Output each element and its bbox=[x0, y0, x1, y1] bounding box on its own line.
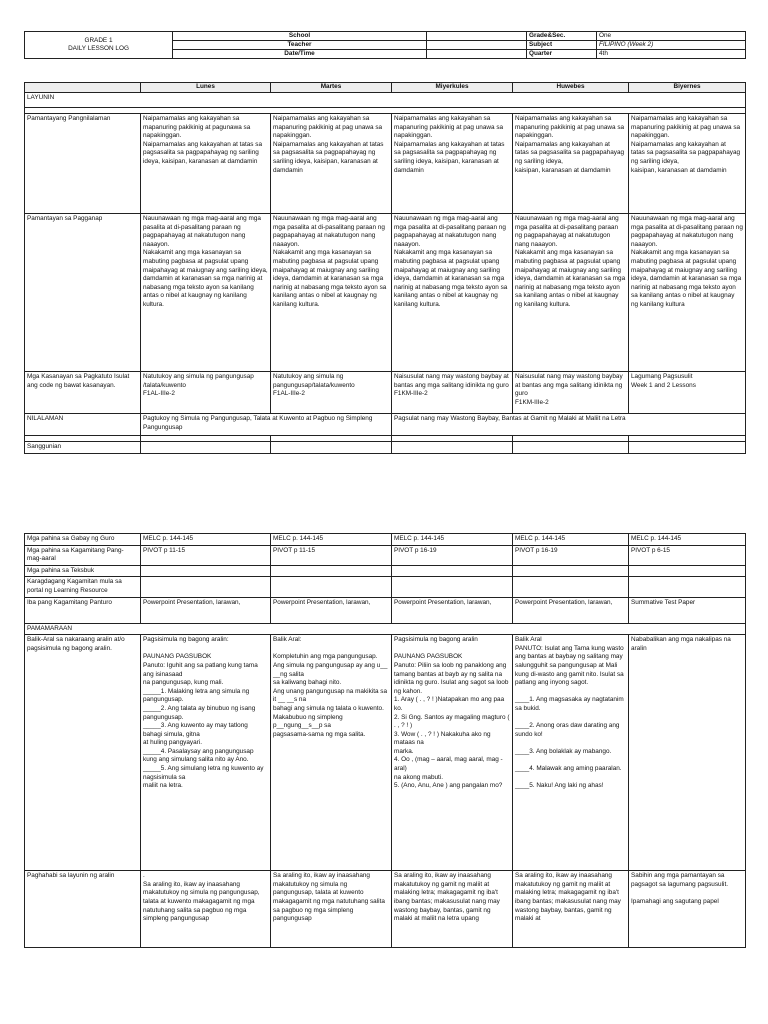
kasanayan-cell-miyerkules: Naisusulat nang may wastong baybay at bantas ang mga salitang idinikta ng guro F1KM-IIIe-2 bbox=[392, 372, 513, 414]
teksbuk-cell[interactable] bbox=[629, 565, 746, 577]
gradesec-label: Grade&Sec. bbox=[527, 32, 597, 41]
kagamitan-cell-martes: PIVOT p 11-15 bbox=[271, 545, 392, 565]
pamantayang-cell-biyernes: Naipamamalas ang kakayahan sa mapanuring pakikinig at pag unawa sa napakinggan. Naipamamalas ang kakayahan at tatas sa pagsasalita sa pagpapahayag ng sariling ideya, kaisipan, karanasan at damdamin bbox=[629, 114, 746, 214]
nilalaman-row bbox=[25, 414, 746, 436]
iba-cell-huwebes: Powerpoint Presentation, larawan, bbox=[513, 597, 629, 623]
balik-row bbox=[25, 635, 746, 871]
paghahabi-cell-lunes: . Sa araling ito, ikaw ay inaasahang makatutukoy ng simula ng pangungusap, talata at kuwento makagagamit ng mga natutuhang salita sa pagbuo ng mga simpleng pangungusap bbox=[141, 871, 271, 948]
datetime-value[interactable] bbox=[427, 50, 527, 59]
kasanayan-cell-lunes: Natutukoy ang simula ng pangungusap /talata/kuwento F1AL-IIIe-2 bbox=[141, 372, 271, 414]
pamantayang-label: Pamantayang Pangnilalaman bbox=[25, 114, 141, 214]
teksbuk-cell[interactable] bbox=[271, 565, 392, 577]
teksbuk-cell[interactable] bbox=[141, 565, 271, 577]
gabay-label: Mga pahina sa Gabay ng Guro bbox=[25, 534, 141, 546]
iba-label: Iba pang Kagamitang Panturo bbox=[25, 597, 141, 623]
gabay-row bbox=[25, 534, 746, 546]
pamantayang-row bbox=[25, 114, 746, 214]
iba-cell-martes: Powerpoint Presentation, larawan, bbox=[271, 597, 392, 623]
school-value[interactable] bbox=[427, 32, 527, 41]
pamantayang-cell-martes: Naipamamalas ang kakayahan sa mapanuring pakikinig at pag unawa sa napakinggan. Naipamamalas ang kakayahan at tatas sa pagsasalita sa pagpapahayag ng sariling ideya, kaisipan, karanasan at damdamin bbox=[271, 114, 392, 214]
paghahabi-row bbox=[25, 871, 746, 948]
quarter-value[interactable]: 4th bbox=[597, 50, 746, 59]
gabay-cell-martes: MELC p. 144-145 bbox=[271, 534, 392, 546]
paghahabi-cell-miyerkules: Sa araling ito, ikaw ay inaasahang makatutukoy ng gamit ng maliit at malaking letra; makagagamit ng iba't ibang bantas; makasusulat nang may wastong baybay, bantas, gamit ng malaki at maliit na letra upang bbox=[392, 871, 513, 948]
pagganap-cell-miyerkules: Nauunawaan ng mga mag-aaral ang mga pasalita at di-pasalitang paraan ng pagpapahayag at nakatutugon nang naaayon. Nakakamit ang mga kasanayan sa mabuting pagbasa at pagsulat upang maipahayag at maiugnay ang sariling ideya, damdamin at karanasan sa mga narinig at nabasang mga teksto ayon sa kanilang antas o nibel at kaugnay ng kanilang kultura. bbox=[392, 214, 513, 372]
gabay-cell-miyerkules: MELC p. 144-145 bbox=[392, 534, 513, 546]
balik-cell-martes: Balik Aral: Kompletuhin ang mga pangungusap. Ang simula ng pangungusap ay ang u__ __ng salita sa kaliwang bahagi nito. Ang unang pangungusap na makikita sa it __ __s na bahagi ang simula ng talata o kuwento. Makabubuo ng simpleng p__ngung__s__p sa pagsasama-sama ng mga salita. bbox=[271, 635, 392, 871]
balik-cell-huwebes: Balik Aral PANUTO: Isulat ang Tama kung wasto ang bantas at baybay ng salitang may salungguhit sa pangungusap at Mali kung di-wasto ang gamit nito. Isulat sa patlang ang inyong sagot. ____1. Ang magsasaka ay nagtatanim sa bukid. ____2. Anong oras daw darating ang sundo ko! ____3. Ang bolaklak ay mabango. ____4. Malawak ang aming paaralan. ____5. Naku! Ang laki ng ahas! bbox=[513, 635, 629, 871]
day-header-lunes: Lunes bbox=[141, 83, 271, 93]
sanggunian-cell[interactable] bbox=[141, 442, 271, 454]
layunin-heading: LAYUNIN bbox=[25, 93, 746, 108]
subject-label: Subject bbox=[527, 41, 597, 50]
pagganap-cell-martes: Nauunawaan ng mga mag-aaral ang mga pasalita at di-pasalitang paraan ng pagpapahayag at nakatutugon nang naaayon. Nakakamit ang mga kasanayan sa mabuting pagbasa at pagsulat upang maipahayag at maiugnay ang sariling ideya, damdamin at karanasan sa mga narinig at nabasang mga teksto ayon sa kanilang antas o nibel at kaugnay ng kanilang kultura. bbox=[271, 214, 392, 372]
kagamitan-cell-huwebes: PIVOT p 16-19 bbox=[513, 545, 629, 565]
karagdagang-row bbox=[25, 577, 746, 597]
pagganap-cell-huwebes: Nauunawaan ng mga mag-aaral ang mga pasalita at di-pasalitang paraan ng pagpapahayag at nakatutugon nang naaayon. Nakakamit ang mga kasanayan sa mabuting pagbasa at pagsulat upang maipahayag at maiugnay ang sariling ideya, damdamin at karanasan sa mga narinig at nabasang mga teksto ayon sa kanilang antas o nibel at kaugnay ng kanilang kultura. bbox=[513, 214, 629, 372]
corner-cell bbox=[25, 83, 141, 93]
kagamitan-cell-lunes: PIVOT p 11-15 bbox=[141, 545, 271, 565]
lesson-table-part1 bbox=[24, 82, 746, 454]
teksbuk-label: Mga pahina sa Teksbuk bbox=[25, 565, 141, 577]
karagdagang-cell[interactable] bbox=[513, 577, 629, 597]
karagdagang-cell[interactable] bbox=[629, 577, 746, 597]
iba-row bbox=[25, 597, 746, 623]
layunin-row bbox=[25, 93, 746, 108]
kasanayan-row bbox=[25, 372, 746, 414]
sanggunian-label: Sanggunian bbox=[25, 442, 141, 454]
sanggunian-row bbox=[25, 442, 746, 454]
nilalaman-cell-b: Pagsulat nang may Wastong Baybay, Bantas at Gamit ng Malaki at Maliit na Letra bbox=[392, 414, 746, 436]
balik-cell-biyernes: Nababalikan ang mga nakalipas na aralin bbox=[629, 635, 746, 871]
day-header-biyernes: Biyernes bbox=[629, 83, 746, 93]
kagamitan-cell-miyerkules: PIVOT p 16-19 bbox=[392, 545, 513, 565]
pamantayang-cell-miyerkules: Naipamamalas ang kakayahan sa mapanuring pakikinig at pag unawa sa napakinggan. Naipamamalas ang kakayahan at tatas sa pagsasalita sa pagpapahayag ng sariling ideya, kaisipan, karanasan at damdamin bbox=[392, 114, 513, 214]
karagdagang-cell[interactable] bbox=[141, 577, 271, 597]
paghahabi-cell-martes: Sa araling ito, ikaw ay inaasahang makatutukoy ng simula ng pangungusap, talata at kuwento makagagamit ng mga natutuhang salita sa pagbuo ng mga simpleng pangungusap bbox=[271, 871, 392, 948]
teacher-label: Teacher bbox=[173, 41, 427, 50]
pamantayang-cell-lunes: Naipamamalas ang kakayahan sa mapanuring pakikinig at pagunawa sa napakinggan. Naipamamalas ang kakayahan at tatas sa pagsasalita sa pagpapahayag ng sariling ideya, kaisipan, karanasan at damdamin bbox=[141, 114, 271, 214]
sanggunian-cell[interactable] bbox=[629, 442, 746, 454]
pamamaraan-heading: PAMAMARAAN bbox=[25, 623, 746, 635]
balik-label: Balik-Aral sa nakaraang aralin at/o pagsisimula ng bagong aralin. bbox=[25, 635, 141, 871]
karagdagang-label: Karagdagang Kagamitan mula sa portal ng Learning Resource bbox=[25, 577, 141, 597]
kasanayan-label: Mga Kasanayan sa Pagkatuto Isulat ang code ng bawat kasanayan. bbox=[25, 372, 141, 414]
pamantayang-cell-huwebes: Naipamamalas ang kakayahan sa mapanuring pakikinig at pag unawa sa napakinggan. Naipamamalas ang kakayahan at tatas sa pagsasalita sa pagpapahayag ng sariling ideya, kaisipan, karanasan at damdamin bbox=[513, 114, 629, 214]
pagganap-cell-lunes: Nauunawaan ng mga mag-aaral ang mga pasalita at di-pasalitang paraan ng pagpapahayag at nakatutugon nang naaayon. Nakakamit ang mga kasanayan sa mabuting pagbasa at pagsulat upang maipahayag at maiugnay ang sariling ideya, damdamin at karanasan sa mga narinig at nabasang mga teksto ayon sa kanilang antas o nibel at kaugnay ng kanilang kultura. bbox=[141, 214, 271, 372]
nilalaman-cell-a: Pagtukoy ng Simula ng Pangungusap, Talata at Kuwento at Pagbuo ng Simpleng Pangungusap bbox=[141, 414, 392, 436]
teacher-value[interactable] bbox=[427, 41, 527, 50]
teksbuk-row bbox=[25, 565, 746, 577]
iba-cell-biyernes: Summative Test Paper bbox=[629, 597, 746, 623]
grade-label: GRADE 1 bbox=[84, 37, 113, 44]
gabay-cell-lunes: MELC p. 144-145 bbox=[141, 534, 271, 546]
iba-cell-miyerkules: Powerpoint Presentation, larawan, bbox=[392, 597, 513, 623]
kasanayan-cell-biyernes: Lagumang Pagsusulit Week 1 and 2 Lessons bbox=[629, 372, 746, 414]
kagamitan-row bbox=[25, 545, 746, 565]
pagganap-cell-biyernes: Nauunawaan ng mga mag-aaral ang mga pasalita at di-pasalitang paraan ng pagpapahayag at nakatutugon nang naaayon. Nakakamit ang mga kasanayan sa mabuting pagbasa at pagsulat upang maipahayag at maiugnay ang sariling ideya, damdamin at karanasan sa mga narinig at nabasang mga teksto ayon sa kanilang antas o nibel at kaugnay ng kanilang kultura bbox=[629, 214, 746, 372]
datetime-label: Date/Time bbox=[173, 50, 427, 59]
sanggunian-cell[interactable] bbox=[392, 442, 513, 454]
kasanayan-cell-huwebes: Naisusulat nang may wastong baybay at bantas ang mga salitang idinikta ng guro F1KM-IIIe-2 bbox=[513, 372, 629, 414]
kagamitan-cell-biyernes: PIVOT p 6-15 bbox=[629, 545, 746, 565]
paghahabi-cell-huwebes: Sa araling ito, ikaw ay inaasahang makatutukoy ng gamit ng maliit at malaking letra; makagagamit ng iba't ibang bantas; makasusulat nang may wastong baybay, bantas, gamit ng malaki at bbox=[513, 871, 629, 948]
subject-value[interactable]: FILIPINO (Week 2) bbox=[597, 41, 746, 50]
school-label: School bbox=[173, 32, 427, 41]
karagdagang-cell[interactable] bbox=[392, 577, 513, 597]
day-header-martes: Martes bbox=[271, 83, 392, 93]
paghahabi-label: Paghahabi sa layunin ng aralin bbox=[25, 871, 141, 948]
quarter-label: Quarter bbox=[527, 50, 597, 59]
kagamitan-label: Mga pahina sa Kagamitang Pang-mag-aaral bbox=[25, 545, 141, 565]
day-header-huwebes: Huwebes bbox=[513, 83, 629, 93]
sanggunian-cell[interactable] bbox=[271, 442, 392, 454]
grade-title-cell bbox=[25, 32, 173, 59]
balik-cell-lunes: Pagsisimula ng bagong aralin: PAUNANG PAGSUBOK Panuto: Iguhit ang sa patlang kung tama ang isinasaad na pangungusap, kung mali. _____1. Malaking letra ang simula ng pangungusap. _____2. Ang talata ay binubuo ng isang pangungusap. _____3. Ang kuwento ay may tatlong bahagi simula, gitna at huling pangyayari. _____4. Pasalaysay ang pangungusap kung ang simulang salita nito ay Ano. _____5. Ang simulang letra ng kuwento ay nagsisimula sa maliit na letra. bbox=[141, 635, 271, 871]
day-header-miyerkules: Miyerkules bbox=[392, 83, 513, 93]
karagdagang-cell[interactable] bbox=[271, 577, 392, 597]
days-header-row bbox=[25, 83, 746, 93]
teksbuk-cell[interactable] bbox=[513, 565, 629, 577]
teksbuk-cell[interactable] bbox=[392, 565, 513, 577]
nilalaman-label: NILALAMAN bbox=[25, 414, 141, 436]
kasanayan-cell-martes: Natutukoy ang simula ng pangungusap/talata/kuwento F1AL-IIIe-2 bbox=[271, 372, 392, 414]
balik-cell-miyerkules: Pagsisimula ng bagong aralin PAUNANG PAGSUBOK Panuto: Piliin sa loob ng panaklong ang tamang bantas at bayb ay ng salita na idinikta ng guro. Isulat ang sagot sa loob ng kahon. 1. Aray ( . , ? ! )Natapakan mo ang paa ko. 2. Si Gng. Santos ay magaling magturo ( . , ? ! ) 3. Wow ( . , ? ! ) Nakakuha ako ng mataas na marka. 4. Oo , (mag – aaral, mag aaral, mag - aral) na akong mabuti. 5. (Ano, Anu, Ane ) ang pangalan mo? bbox=[392, 635, 513, 871]
gradesec-value[interactable]: One bbox=[597, 32, 746, 41]
sanggunian-cell[interactable] bbox=[513, 442, 629, 454]
header-table bbox=[24, 31, 746, 59]
paghahabi-cell-biyernes: Sabihin ang mga pamantayan sa pagsagot sa lagumang pagsusulit. Ipamahagi ang sagutang papel bbox=[629, 871, 746, 948]
pamamaraan-row bbox=[25, 623, 746, 635]
iba-cell-lunes: Powerpoint Presentation, larawan, bbox=[141, 597, 271, 623]
gabay-cell-huwebes: MELC p. 144-145 bbox=[513, 534, 629, 546]
gabay-cell-biyernes: MELC p. 144-145 bbox=[629, 534, 746, 546]
pagganap-row bbox=[25, 214, 746, 372]
pagganap-label: Pamantayan sa Pagganap bbox=[25, 214, 141, 372]
log-title: DAILY LESSON LOG bbox=[68, 45, 129, 52]
lesson-table-part2 bbox=[24, 533, 746, 948]
